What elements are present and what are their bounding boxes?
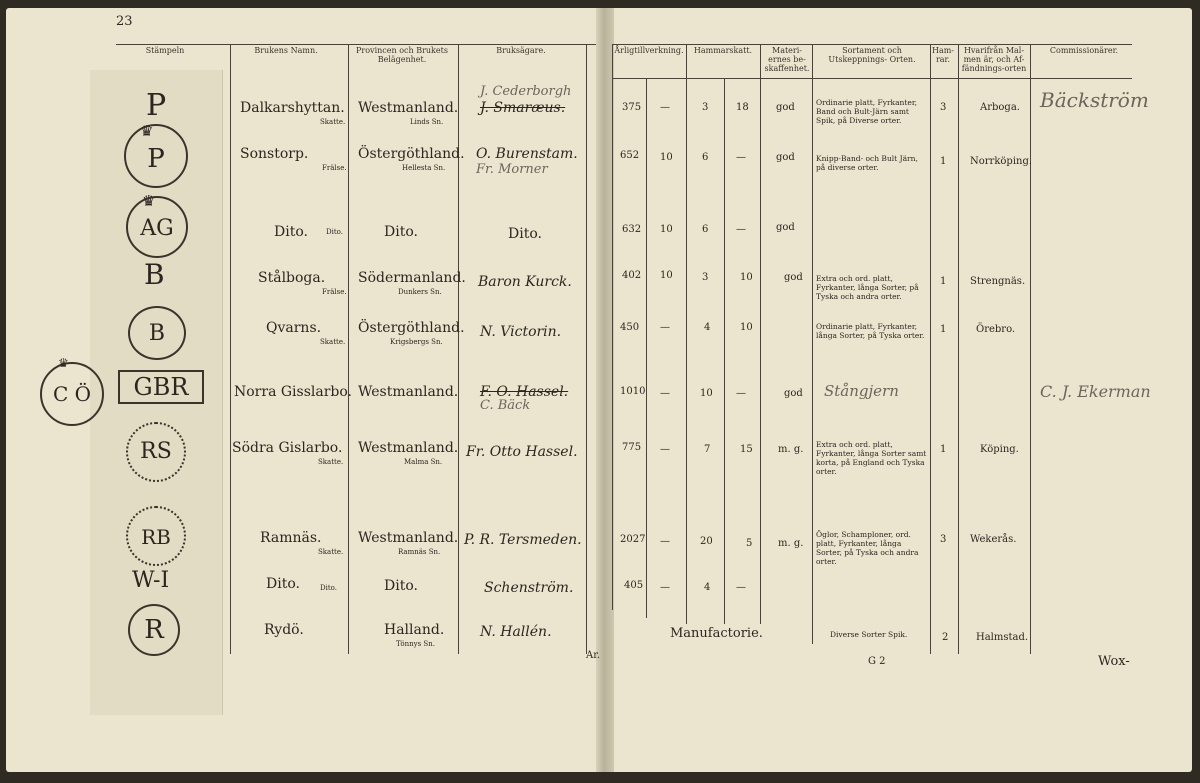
- owner: P. R. Tersmeden.: [464, 532, 582, 548]
- owner: Baron Kurck.: [478, 274, 572, 290]
- tax-2: 20: [700, 536, 713, 547]
- tax-2: 10: [700, 388, 713, 399]
- tax-1: —: [660, 102, 670, 113]
- col-rule: [586, 44, 587, 654]
- footer-catchword: Wox-: [1098, 654, 1130, 669]
- province: Södermanland.: [358, 270, 466, 286]
- works-name: Stålboga.: [258, 270, 326, 286]
- stamp-co: C Ö: [40, 362, 104, 426]
- hammers: 3: [940, 102, 947, 113]
- tax-1: —: [660, 444, 670, 455]
- tax-3: —: [736, 582, 746, 593]
- tax-1: 10: [660, 270, 673, 281]
- header-hammer-tax: Hammarskatt.: [693, 46, 753, 55]
- owner: Dito.: [508, 226, 542, 242]
- source: Halmstad.: [976, 632, 1029, 643]
- header-commission: Commissionärer.: [1049, 46, 1119, 55]
- works-name: Qvarns.: [266, 320, 322, 336]
- parish: Krigsbergs Sn.: [390, 338, 443, 346]
- material: god: [776, 222, 795, 233]
- col-rule: [930, 44, 931, 654]
- assortment: Ordinarie platt, Fyrkanter, Band och Bult-Järn samt Spik, på Diverse orter.: [816, 98, 917, 125]
- header-stamp: Stämpeln: [145, 46, 185, 55]
- parish: Dunkers Sn.: [398, 288, 442, 296]
- tax-2: 4: [704, 322, 711, 333]
- col-rule: [230, 44, 231, 654]
- works-name: Dito.: [274, 224, 308, 240]
- footer-signature: G 2: [868, 656, 886, 667]
- owner-handwritten: J. Cederborgh: [480, 84, 572, 99]
- owner: Fr. Otto Hassel.: [466, 444, 578, 460]
- commission-handwritten: Bäckström: [1040, 88, 1149, 112]
- stamp-gbr: GBR: [118, 370, 204, 404]
- col-rule: [686, 44, 687, 624]
- tax-2: 6: [702, 152, 709, 163]
- assortment: Ordinarie platt, Fyrkanter, långa Sorter, på Tyska orter.: [816, 322, 925, 340]
- works-name: Södra Gislarbo.: [232, 440, 343, 456]
- col-rule: [958, 44, 959, 654]
- header-province: Provincen och Brukets Belägenhet.: [356, 46, 448, 64]
- col-rule: [612, 44, 613, 610]
- stamp-circled-b: B: [128, 306, 186, 360]
- owner: J. Smaræus.: [480, 100, 566, 116]
- works-type: Frälse.: [322, 288, 347, 296]
- works-type: Frälse.: [322, 164, 347, 172]
- header-rule-bottom-right: [612, 78, 1132, 79]
- stamp-p: P: [146, 88, 167, 123]
- stamp-crowned-p: P: [124, 124, 188, 188]
- manufactory-label: Manufactorie.: [670, 626, 763, 641]
- tax-3: 18: [736, 102, 749, 113]
- source: Köping.: [980, 444, 1019, 455]
- col-rule: [1030, 44, 1031, 654]
- parish: Tönnys Sn.: [396, 640, 435, 648]
- assortment: Öglor, Schamploner, ord. platt, Fyrkanter, långa Sorter, på Tyska och andra orter.: [816, 530, 919, 566]
- province: Östergöthland.: [358, 320, 465, 336]
- hammers: 1: [940, 324, 947, 335]
- tax-1: —: [660, 536, 670, 547]
- hammers: 1: [940, 156, 947, 167]
- col-rule: [646, 78, 647, 618]
- stamp-crowned-ag: AG: [126, 196, 188, 258]
- material: god: [784, 388, 803, 399]
- crown-icon: ♛: [58, 356, 69, 370]
- annual: 632: [622, 224, 642, 235]
- annual: 2027: [620, 534, 646, 545]
- tax-2: 4: [704, 582, 711, 593]
- works-name: Rydö.: [264, 622, 304, 638]
- works-name: Dalkarshyttan.: [240, 100, 345, 116]
- tax-3: 10: [740, 272, 753, 283]
- material: m. g.: [778, 444, 804, 455]
- header-works: Brukens Namn.: [254, 46, 318, 55]
- province: Dito.: [384, 578, 418, 594]
- works-name: Sonstorp.: [240, 146, 309, 162]
- header-rule-top-left: [116, 44, 596, 45]
- footer-left: Ar.: [586, 650, 601, 661]
- crown-icon: ♛: [142, 192, 156, 210]
- page-number: 23: [116, 14, 133, 29]
- province: Halland.: [384, 622, 445, 638]
- header-rule-top-right: [612, 44, 1132, 45]
- owner: Schenström.: [484, 580, 574, 596]
- works-type: Skatte.: [318, 458, 344, 466]
- annual: 375: [622, 102, 642, 113]
- tax-3: —: [736, 224, 746, 235]
- province: Östergöthland.: [358, 146, 465, 162]
- annual: 775: [622, 442, 642, 453]
- material: god: [784, 272, 803, 283]
- source: Strengnäs.: [970, 276, 1026, 287]
- province: Dito.: [384, 224, 418, 240]
- assortment: Extra och ord. platt, Fyrkanter, långa Sorter, på Tyska och andra orter.: [816, 274, 919, 301]
- annual: 450: [620, 322, 640, 333]
- stamp-rb: RB: [126, 506, 186, 566]
- stamp-r: R: [128, 604, 180, 656]
- header-source: Hvarifrån Mal- men är, och Af- fändnings-orten: [961, 46, 1027, 73]
- material: m. g.: [778, 538, 804, 549]
- assortment: Knipp-Band- och Bult Järn, på diverse orter.: [816, 154, 918, 172]
- source: Arboga.: [980, 102, 1020, 113]
- parish: Hellesta Sn.: [402, 164, 446, 172]
- assortment-handwritten: Stångjern: [824, 382, 899, 400]
- stamp-wi: W-I: [132, 568, 170, 593]
- tax-1: 10: [660, 152, 673, 163]
- tax-3: —: [736, 388, 746, 399]
- hammers: 1: [940, 276, 947, 287]
- works-name: Ramnäs.: [260, 530, 322, 546]
- tax-3: 15: [740, 444, 753, 455]
- annual: 402: [622, 270, 642, 281]
- province: Westmanland.: [358, 100, 459, 116]
- hammers: 1: [940, 444, 947, 455]
- owner: N. Victorin.: [480, 324, 562, 340]
- owner: O. Burenstam.: [476, 146, 578, 162]
- col-rule: [458, 44, 459, 654]
- annual: 405: [624, 580, 644, 591]
- owner-handwritten: Fr. Morner: [476, 162, 548, 177]
- tax-1: 10: [660, 224, 673, 235]
- commission-handwritten: C. J. Ekerman: [1040, 382, 1151, 401]
- tax-3: 5: [746, 538, 753, 549]
- header-assortment: Sortament och Utskeppnings- Orten.: [828, 46, 916, 64]
- works-type: Dito.: [320, 584, 337, 592]
- province: Westmanland.: [358, 384, 459, 400]
- owner: N. Hallén.: [480, 624, 552, 640]
- tax-2: 3: [702, 102, 709, 113]
- parish: Linds Sn.: [410, 118, 444, 126]
- works-name: Dito.: [266, 576, 300, 592]
- works-type: Skatte.: [320, 118, 346, 126]
- assortment: Extra och ord. platt, Fyrkanter, långa Sorter samt korta, på England och Tyska orter.: [816, 440, 927, 476]
- material: god: [776, 152, 795, 163]
- works-type: Dito.: [326, 228, 343, 236]
- header-hammers: Ham- rar.: [931, 46, 955, 64]
- crown-icon: ♛: [140, 122, 154, 140]
- hammers: 2: [942, 632, 949, 643]
- tax-2: 7: [704, 444, 711, 455]
- stamp-b: B: [144, 258, 165, 291]
- tax-2: 3: [702, 272, 709, 283]
- tax-1: —: [660, 582, 670, 593]
- hammers: 3: [940, 534, 947, 545]
- source: Norrköping.: [970, 156, 1033, 167]
- parish: Ramnäs Sn.: [398, 548, 441, 556]
- assortment: Diverse Sorter Spik.: [830, 630, 908, 639]
- col-rule: [724, 78, 725, 624]
- source: Wekerås.: [970, 534, 1017, 545]
- province: Westmanland.: [358, 440, 459, 456]
- material: god: [776, 102, 795, 113]
- owner-handwritten: C. Bäck: [480, 398, 531, 413]
- works-type: Skatte.: [318, 548, 344, 556]
- tax-1: —: [660, 388, 670, 399]
- header-material: Materi- ernes be- skaffenhet.: [764, 46, 810, 73]
- annual: 1010: [620, 386, 646, 397]
- works-name: Norra Gisslarbo.: [234, 384, 353, 400]
- owner: F. O. Hassel.: [480, 384, 569, 400]
- header-annual: Årligtillverkning.: [614, 46, 684, 55]
- col-rule: [348, 44, 349, 654]
- source: Örebro.: [976, 324, 1016, 335]
- tax-1: —: [660, 322, 670, 333]
- tax-3: —: [736, 152, 746, 163]
- stamp-rs: RS: [126, 422, 186, 482]
- tax-2: 6: [702, 224, 709, 235]
- annual: 652: [620, 150, 640, 161]
- tax-3: 10: [740, 322, 753, 333]
- col-rule: [760, 44, 761, 624]
- col-rule: [812, 44, 813, 644]
- province: Westmanland.: [358, 530, 459, 546]
- works-type: Skatte.: [320, 338, 346, 346]
- header-owner: Bruksägare.: [496, 46, 546, 55]
- parish: Malma Sn.: [404, 458, 443, 466]
